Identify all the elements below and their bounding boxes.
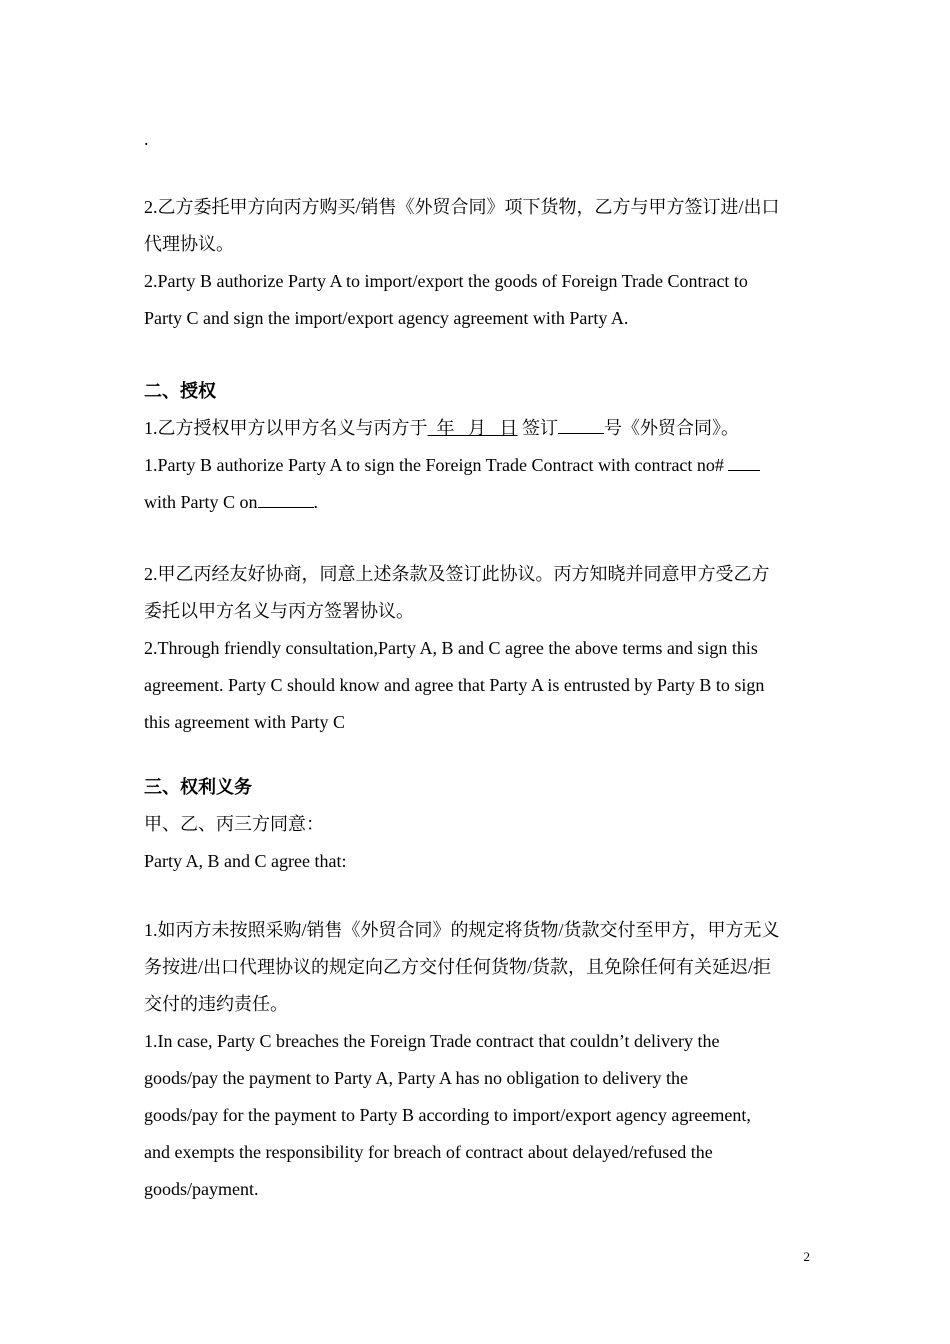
leading-mark-text: . [144, 129, 149, 149]
section2 [144, 373, 816, 741]
s2-item1-zh-mid: 签订 [517, 418, 558, 438]
s2-item1-en-line2-prefix: with Party C on [144, 492, 258, 512]
s1-item2-zh-line2: 代理协议。 [144, 234, 234, 254]
s2-item1-en-line1 [144, 447, 816, 484]
s2-item2-en-line2: agreement. Party C should know and agree that Party A is entrusted by Party B to sign [144, 675, 765, 695]
page-number: 2 [803, 1249, 810, 1264]
s1-item2-zh-line1: 2.乙方委托甲方向丙方购买/销售《外贸合同》项下货物，乙方与甲方签订进/出口 [144, 197, 780, 217]
s3-item1-en-line5: goods/payment. [144, 1179, 259, 1199]
s3-item1-en-line4: and exempts the responsibility for breach of contract about delayed/refused the [144, 1142, 713, 1162]
s3-item1-zh-line3: 交付的违约责任。 [144, 994, 288, 1014]
s2-item2-en-line1: 2.Through friendly consultation,Party A, B and C agree the above terms and sign this [144, 638, 758, 658]
s2-item2-zh-line2: 委托以甲方名义与丙方签署协议。 [144, 601, 414, 621]
contract-number-blank [558, 411, 604, 434]
s2-item1-en-line2 [144, 484, 816, 521]
leading-mark [144, 121, 816, 158]
s1-item2-en-line2: Party C and sign the import/export agency agreement with Party A. [144, 308, 629, 328]
s2-item1-zh-prefix: 1.乙方授权甲方以甲方名义与丙方于 [144, 418, 428, 438]
contract-no-blank [728, 448, 760, 471]
s1-item2-en-line1: 2.Party B authorize Party A to import/export the goods of Foreign Trade Contract to [144, 271, 748, 291]
section2-heading: 二、授权 [144, 381, 216, 401]
section3 [144, 769, 816, 1208]
s2-item1-zh [144, 410, 816, 447]
s2-item1-zh-date: 年 月 日 [427, 418, 518, 438]
s2-item2-en-line3: this agreement with Party C [144, 712, 345, 732]
s3-intro-zh: 甲、乙、丙三方同意： [144, 814, 324, 834]
s3-item1-en-line3: goods/pay for the payment to Party B according to import/export agency agreement, [144, 1105, 751, 1125]
s3-item1-en-line2: goods/pay the payment to Party A, Party A has no obligation to delivery the [144, 1068, 688, 1088]
s3-intro-en: Party A, B and C agree that: [144, 851, 347, 871]
s2-item1-en-line2-suffix: . [313, 492, 319, 512]
s3-item1-zh-line2: 务按进/出口代理协议的规定向乙方交付任何货物/货款，且免除任何有关延迟/拒 [144, 957, 771, 977]
s3-item1-zh-line1: 1.如丙方未按照采购/销售《外贸合同》的规定将货物/货款交付至甲方，甲方无义 [144, 920, 780, 940]
section1-item2 [144, 189, 816, 337]
s2-item2-zh-line1: 2.甲乙丙经友好协商，同意上述条款及签订此协议。丙方知晓并同意甲方受乙方 [144, 564, 770, 584]
s2-item1-en-line1-text: 1.Party B authorize Party A to sign the Foreign Trade Contract with contract no# [144, 455, 729, 475]
signing-date-blank [258, 485, 314, 508]
s2-item1-zh-suffix: 号《外贸合同》。 [604, 418, 739, 438]
section3-heading: 三、权利义务 [144, 777, 252, 797]
s3-item1-en-line1: 1.In case, Party C breaches the Foreign Trade contract that couldn’t delivery the [144, 1031, 720, 1051]
